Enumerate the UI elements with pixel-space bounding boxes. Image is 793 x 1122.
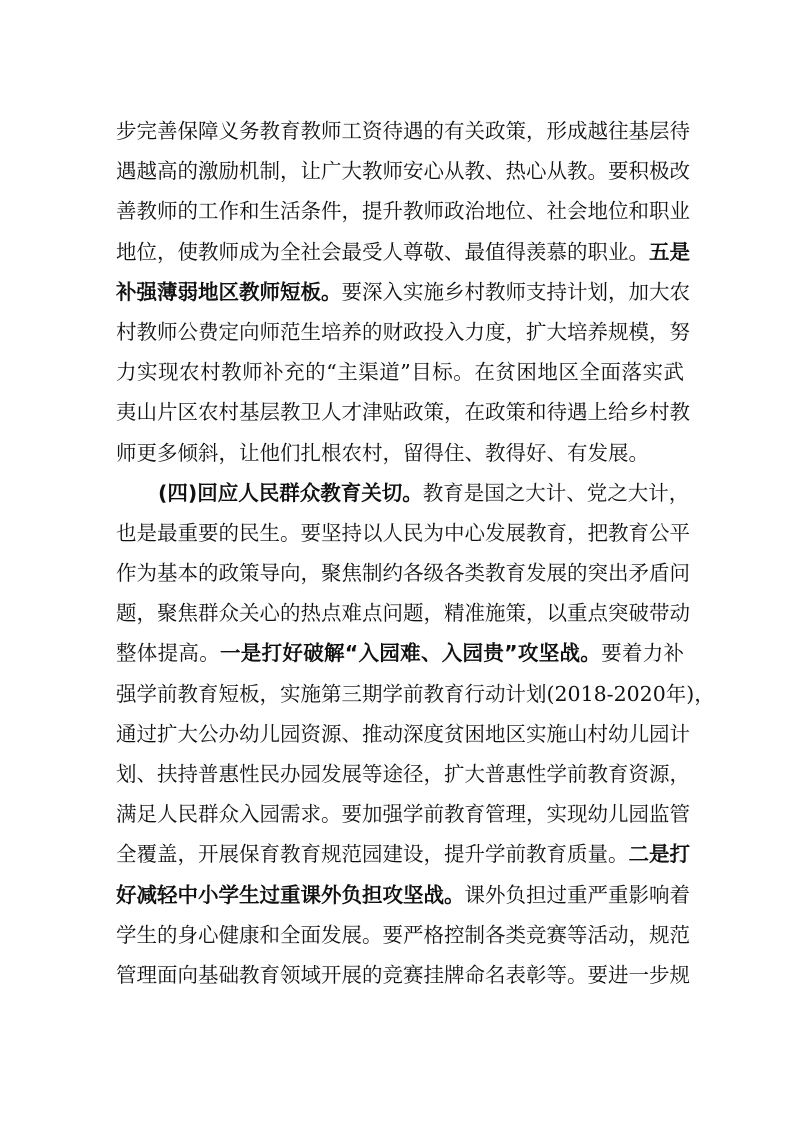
body-text-run: 通过扩大公办幼儿园资源、推动深度贫困地区实施山村幼儿园计 bbox=[116, 721, 690, 746]
text-line bbox=[116, 312, 690, 352]
body-text-run: 夷山片区农村基层教卫人才津贴政策，在政策和待遇上给乡村教 bbox=[116, 400, 690, 425]
text-line bbox=[116, 714, 690, 754]
text-line bbox=[116, 232, 690, 272]
text-line bbox=[116, 111, 690, 151]
body-text-run: 也是最重要的民生。要坚持以人民为中心发展教育，把教育公平 bbox=[116, 520, 690, 545]
body-text-run: 步完善保障义务教育教师工资待遇的有关政策，形成越往基层待 bbox=[116, 119, 690, 143]
body-text-run: 教育是国之大计、党之大计， bbox=[422, 480, 690, 505]
text-line bbox=[116, 433, 684, 473]
body-text-run: 善教师的工作和生活条件，提升教师政治地位、社会地位和职业 bbox=[116, 199, 690, 224]
text-line bbox=[116, 352, 684, 392]
text-line bbox=[116, 392, 690, 432]
text-line bbox=[116, 955, 690, 995]
body-text-run: 满足人民群众入园需求。要加强学前教育管理，实现幼儿园监管 bbox=[116, 802, 690, 827]
text-line bbox=[116, 272, 690, 312]
bold-heading-text: (四)回应人民群众教育关切。 bbox=[158, 480, 423, 505]
body-text-run: 课外负担过重严重影响着 bbox=[464, 882, 690, 907]
bold-heading-text: 补强薄弱地区教师短板。 bbox=[116, 279, 342, 304]
body-text-run: 学生的身心健康和全面发展。要严格控制各类竞赛等活动，规范 bbox=[116, 922, 690, 947]
body-text-run: 划、扶持普惠性民办园发展等途径，扩大普惠性学前教育资源， bbox=[116, 762, 690, 786]
bold-heading-text: 五是 bbox=[649, 239, 690, 264]
text-line bbox=[116, 754, 690, 794]
body-text-run: 力实现农村教师补充的“主渠道”目标。在贫困地区全面落实武 bbox=[116, 360, 684, 385]
text-line bbox=[116, 633, 684, 673]
body-text-run: 整体提高。 bbox=[116, 641, 220, 666]
text-line bbox=[116, 151, 690, 191]
body-text-run: 地位，使教师成为全社会最受人尊敬、最值得羡慕的职业。 bbox=[116, 239, 649, 264]
text-line bbox=[116, 794, 690, 834]
body-text-run: 全覆盖，开展保育教育规范园建设，提升学前教育质量。 bbox=[116, 842, 629, 867]
text-line bbox=[116, 674, 715, 714]
body-text-run: 师更多倾斜，让他们扎根农村，留得住、教得好、有发展。 bbox=[116, 440, 649, 465]
body-text-run: 管理面向基础教育领域开展的竞赛挂牌命名表彰等。要进一步规 bbox=[116, 962, 690, 987]
text-line bbox=[116, 875, 690, 915]
body-text-run: 作为基本的政策导向，聚焦制约各级各类教育发展的突出矛盾问 bbox=[116, 561, 690, 586]
text-line bbox=[116, 593, 690, 633]
body-text-run: 要深入实施乡村教师支持计划，加大农 bbox=[341, 279, 690, 304]
text-line bbox=[116, 834, 690, 874]
body-text-run: 遇越高的激励机制，让广大教师安心从教、热心从教。要积极改 bbox=[116, 159, 690, 184]
body-text bbox=[116, 111, 715, 995]
body-text-run: 题，聚焦群众关心的热点难点问题，精准施策，以重点突破带动 bbox=[116, 601, 690, 626]
bold-heading-text: 一是打好破解“入园难、入园贵”攻坚战。 bbox=[220, 641, 602, 666]
text-line bbox=[116, 513, 690, 553]
text-line bbox=[116, 553, 690, 593]
text-line bbox=[116, 915, 690, 955]
text-line bbox=[116, 191, 690, 231]
body-text-run: 要着力补 bbox=[601, 641, 685, 666]
body-text-run: 村教师公费定向师范生培养的财政投入力度，扩大培养规模，努 bbox=[116, 319, 690, 344]
body-text-run: 强学前教育短板，实施第三期学前教育行动计划(2018-2020年)， bbox=[116, 681, 715, 706]
text-line bbox=[116, 473, 690, 513]
bold-heading-text: 好减轻中小学生过重课外负担攻坚战。 bbox=[116, 882, 465, 907]
bold-heading-text: 二是打 bbox=[628, 842, 690, 867]
